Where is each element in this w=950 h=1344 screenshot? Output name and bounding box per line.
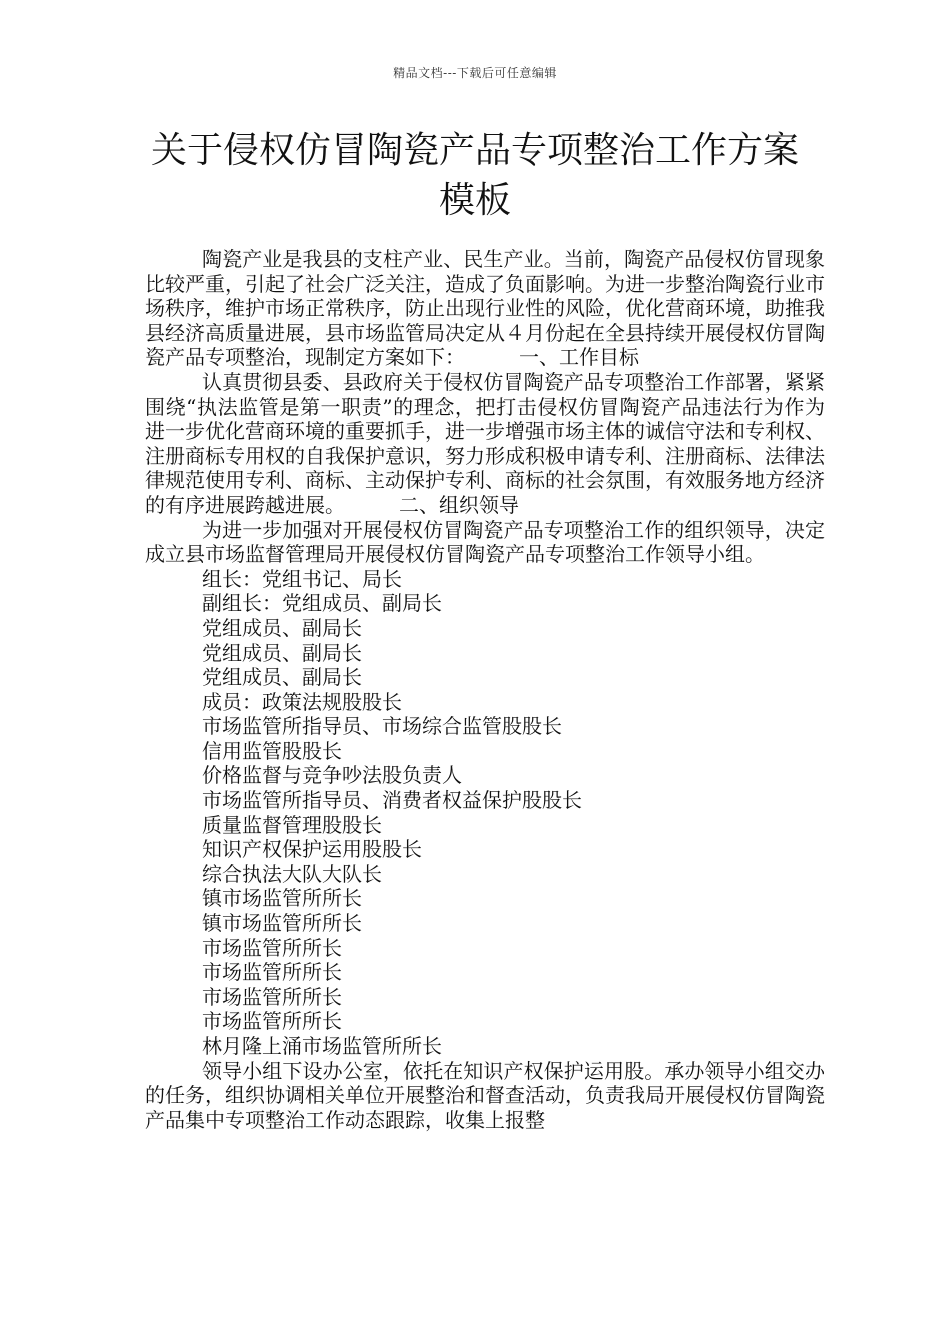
goal-text: 认真贯彻县委、县政府关于侵权仿冒陶瓷产品专项整治工作部署，紧紧围绕“执法监管是第一职责”的理念，把打击侵权仿冒陶瓷产品违法行为作为进一步优化营商环境的重要抓手，进一步增强市场主体的诚信守法和专利权、注册商标专用权的自我保护意识，努力形成积极申请专利、注册商标、法律法律规范使用专利、商标、主动保护专利、商标的社会氛围，有效服务地方经济的有序进展跨越进展。 (145, 369, 825, 517)
document-body (145, 247, 825, 1132)
list-item: 组长：党组书记、局长 (202, 566, 402, 591)
list-item: 市场监管所所长 (202, 984, 342, 1009)
list-item: 价格监督与竞争吵法股负责人 (202, 763, 462, 788)
title-line-2: 模板 (438, 180, 511, 221)
list-item: 镇市场监管所所长 (202, 911, 362, 936)
list-item: 信用监管股股长 (202, 738, 342, 763)
office-paragraph: 领导小组下设办公室，依托在知识产权保护运用股。承办领导小组交办的任务，组织协调相关单位开展整治和督查活动，负责我局开展侵权仿冒陶瓷产品集中专项整治工作动态跟踪，收集上报整 (145, 1058, 825, 1132)
page-header: 精品文档---下载后可任意编辑 (393, 66, 557, 80)
document-title (120, 126, 830, 226)
list-item: 市场监管所所长 (202, 935, 342, 960)
list-item: 知识产权保护运用股股长 (202, 837, 422, 862)
list-item: 市场监管所指导员、市场综合监管股股长 (202, 714, 562, 739)
list-item: 党组成员、副局长 (202, 640, 362, 665)
list-item: 成员：政策法规股股长 (202, 689, 402, 714)
section-heading-leadership: 二、组织领导 (399, 492, 519, 517)
list-item: 市场监管所指导员、消费者权益保护股股长 (202, 788, 582, 813)
list-item: 综合执法大队大队长 (202, 861, 382, 886)
list-item: 副组长：党组成员、副局长 (202, 591, 442, 616)
section-heading-goals: 一、工作目标 (519, 345, 639, 370)
goal-paragraph (145, 370, 825, 518)
list-item: 镇市场监管所所长 (202, 886, 362, 911)
list-item: 市场监管所所长 (202, 960, 342, 985)
list-item: 党组成员、副局长 (202, 665, 362, 690)
org-paragraph: 为进一步加强对开展侵权仿冒陶瓷产品专项整治工作的组织领导，决定成立县市场监督管理局开展侵权仿冒陶瓷产品专项整治工作领导小组。 (145, 517, 825, 567)
intro-text: 陶瓷产业是我县的支柱产业、民生产业。当前，陶瓷产品侵权仿冒现象比较严重，引起了社会广泛关注，造成了负面影响。为进一步整治陶瓷行业市场秩序，维护市场正常秩序，防止出现行业性的风险，优化营商环境，助推我县经济高质量进展，县市场监管局决定从４月份起在全县持续开展侵权仿冒陶瓷产品专项整治，现制定方案如下： (145, 247, 825, 370)
list-item: 林月隆上涌市场监管所所长 (202, 1034, 442, 1058)
title-line-1: 关于侵权仿冒陶瓷产品专项整治工作方案 (150, 130, 799, 171)
intro-paragraph (145, 247, 825, 370)
list-item: 党组成员、副局长 (202, 615, 362, 640)
member-list (145, 567, 825, 1059)
list-item: 市场监管所所长 (202, 1009, 342, 1034)
list-item: 质量监督管理股股长 (202, 812, 382, 837)
